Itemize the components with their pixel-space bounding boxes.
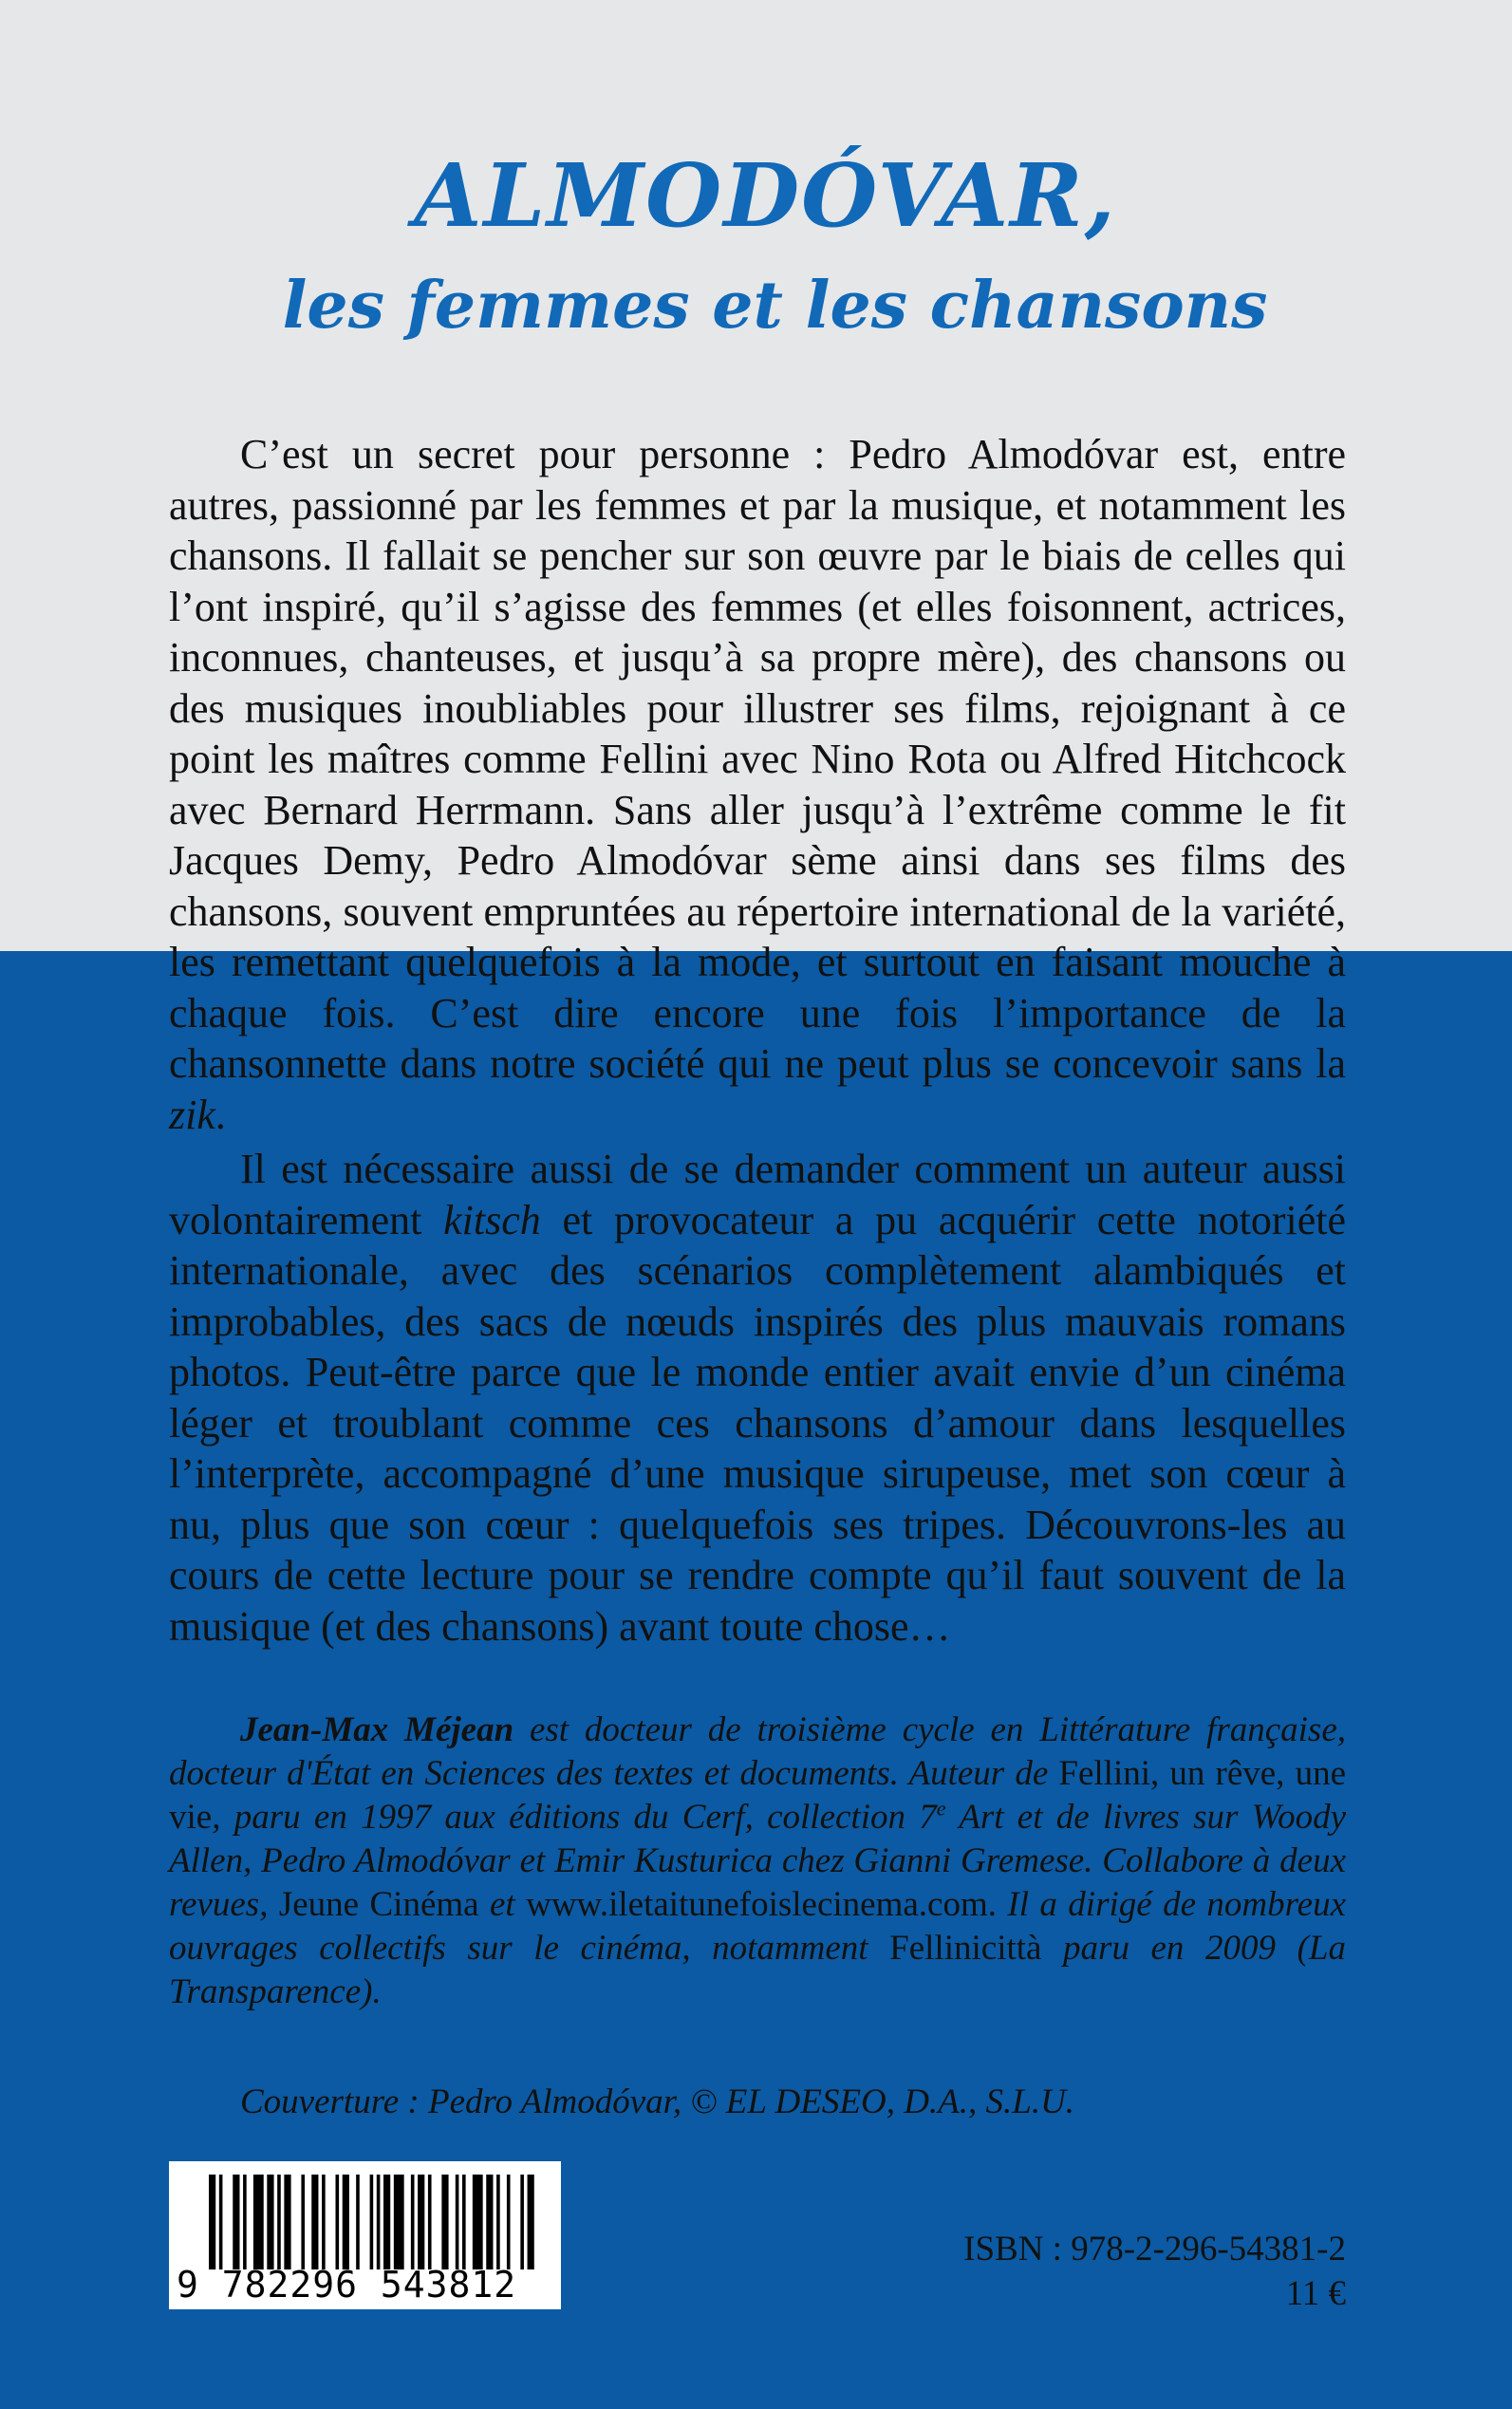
barcode-bar: [301, 2175, 305, 2269]
barcode-bar: [267, 2175, 273, 2269]
barcode-bar: [394, 2175, 404, 2269]
emphasis-kitsch: kitsch: [443, 1196, 541, 1243]
barcode-bar: [356, 2175, 360, 2269]
barcode-bar: [219, 2175, 223, 2269]
barcode-bar: [383, 2175, 390, 2269]
barcode-bar: [253, 2175, 264, 2269]
website-text: www.iletaitunefoislecinema.com.: [526, 1885, 997, 1924]
barcode-bar: [507, 2175, 511, 2269]
barcode-bar: [322, 2175, 326, 2269]
barcode-bar: [370, 2175, 374, 2269]
barcode-bar: [277, 2175, 281, 2269]
barcode-bar: [462, 2175, 466, 2269]
barcode-bar: [343, 2175, 349, 2269]
barcode: [169, 2161, 561, 2309]
summary-paragraph-2: Il est nécessaire aussi de se demander comment un auteur aussi volontairement kitsch et provocateur a pu acquérir cette notoriété internationale, avec des scénarios complètement alambiqués et improbables, des sacs de nœuds inspirés des plus mauvais romans photos. Peut-être parce que le monde entier avait envie d’un cinéma léger et troublant comme ces chansons d’amour dans lesquelles l’interprète, accompagné d’une musique sirupeuse, met son cœur à nu, plus que son cœur : quelquefois ses tripes. Découvrons-les au cours de cette lecture pour se rendre compte qu’il faut souvent de la musique (et des chansons) avant toute chose…: [169, 1146, 1346, 1650]
barcode-bar: [528, 2175, 534, 2269]
journal-jeune-cinema: Jeune Cinéma: [278, 1885, 479, 1924]
back-cover-summary: [169, 429, 1346, 1652]
barcode-bar: [377, 2175, 381, 2269]
author-name: Jean-Max Méjean: [240, 1710, 514, 1749]
barcode-bar: [486, 2175, 493, 2269]
barcode-bar: [233, 2175, 239, 2269]
barcode-bar: [311, 2175, 318, 2269]
barcode-bar: [243, 2175, 247, 2269]
book-title-fellinicitta: Fellinicittà: [889, 1929, 1042, 1968]
author-bio: Jean-Max Méjean est docteur de troisième cycle en Littérature française, docteur d'État en Sciences des textes et documents. Auteur de Fellini, un rêve, une vie, paru en 1997 aux éditions du Cerf, collection 7e Art et de livres sur Woody Allen, Pedro Almodóvar et Emir Kusturica chez Gianni Gremese. Collabore à deux revues, Jeune Cinéma et www.iletaitunefoislecinema.com. Il a dirigé de nombreux ouvrages collectifs sur le cinéma, notamment Fellinicittà paru en 2009 (La Transparence).: [169, 1710, 1347, 2011]
barcode-bar: [418, 2175, 424, 2269]
barcode-bar: [428, 2175, 432, 2269]
barcode-bar: [209, 2175, 215, 2269]
barcode-bar: [520, 2175, 524, 2269]
isbn: ISBN : 978-2-296-54381-2: [963, 2230, 1346, 2269]
summary-paragraph-1: C’est un secret pour personne : Pedro Almodóvar est, entre autres, passionné par les femmes et par la musique, et notamment les chansons. Il fallait se pencher sur son œuvre par le biais de celles qui l’ont inspiré, qu’il s’agisse des femmes (et elles foisonnent, actrices, inconnues, chanteuses, et jusqu’à sa propre mère), des chansons ou des musiques inoubliables pour illustrer ses films, rejoignant à ce point les maîtres comme Fellini avec Nino Rota ou Alfred Hitchcock avec Bernard Herrmann. Sans aller jusqu’à l’extrême comme le fit Jacques Demy, Pedro Almodóvar sème ainsi dans ses films des chansons, souvent empruntées au répertoire international de la variété, les remettant quelquefois à la mode, et surtout en faisant mouche à chaque fois. C’est dire encore une fois l’importance de la chansonnette dans notre société qui ne peut plus se concevoir sans la zik.: [169, 431, 1346, 1138]
barcode-bar: [473, 2175, 483, 2269]
barcode-bar: [441, 2175, 448, 2269]
book-title-fellini: Fellini, un rêve, une vie: [169, 1754, 1346, 1837]
price: 11 €: [1285, 2274, 1346, 2313]
cover-credit: Couverture : Pedro Almodóvar, © EL DESEO, D.A., S.L.U.: [240, 2082, 1075, 2121]
barcode-bar: [284, 2175, 290, 2269]
barcode-bar: [496, 2175, 500, 2269]
barcode-bar: [456, 2175, 459, 2269]
book-title: ALMODÓVAR,: [414, 144, 1117, 247]
book-subtitle: les femmes et les chansons: [282, 268, 1268, 344]
barcode-digits: 9 782296 543812: [177, 2264, 517, 2306]
emphasis-zik: zik: [169, 1091, 215, 1138]
barcode-bar: [411, 2175, 415, 2269]
barcode-bars: [209, 2175, 541, 2269]
barcode-bar: [336, 2175, 340, 2269]
